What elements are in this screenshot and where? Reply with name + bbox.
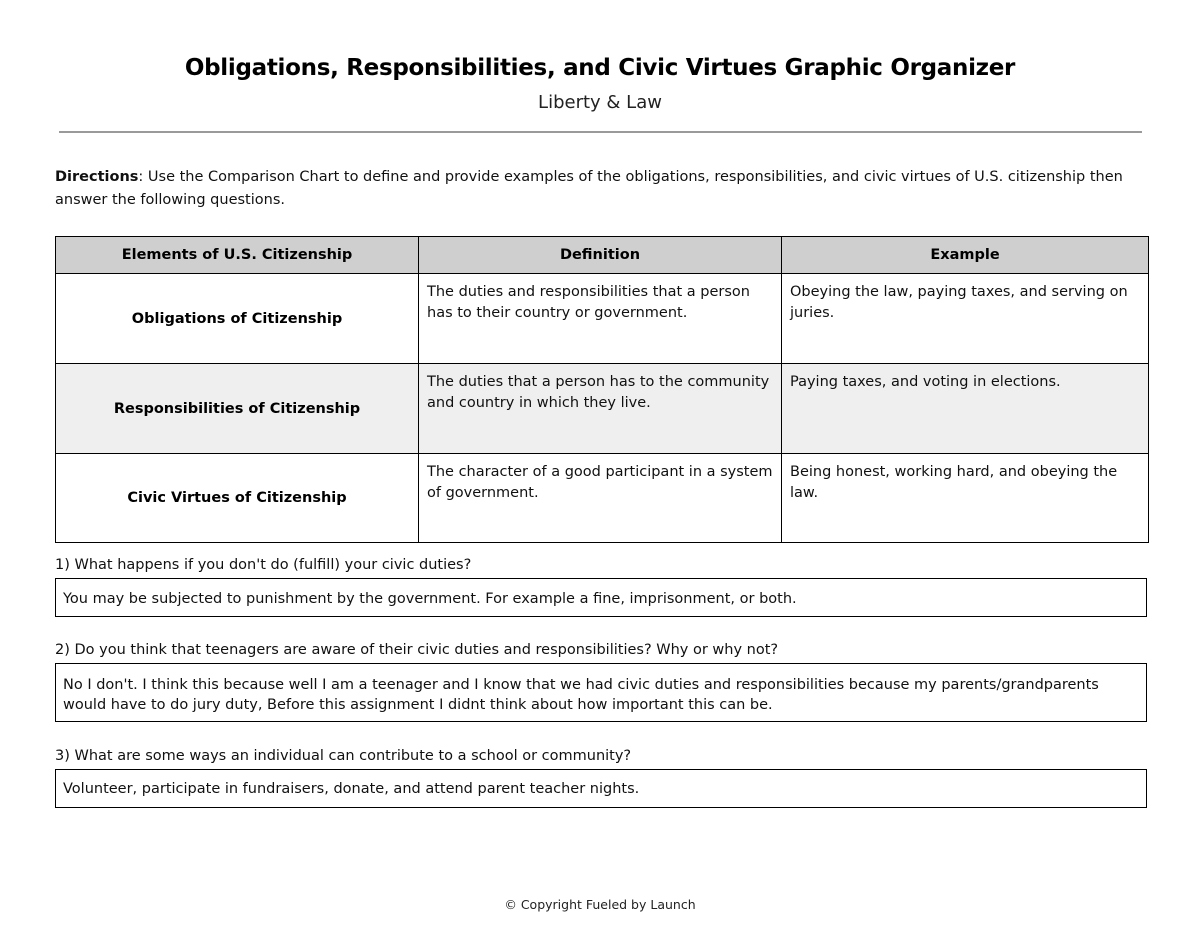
definition-cell[interactable]: The character of a good participant in a system of government. <box>419 454 782 543</box>
table-row <box>56 274 1149 364</box>
page-subtitle: Liberty & Law <box>538 92 662 113</box>
answer-box-3[interactable]: Volunteer, participate in fundraisers, donate, and attend parent teacher nights. <box>55 769 1147 808</box>
example-cell[interactable]: Paying taxes, and voting in elections. <box>782 364 1149 454</box>
table-row <box>56 364 1149 454</box>
answer-box-2[interactable]: No I don't. I think this because well I am a teenager and I know that we had civic duties and responsibilities because my parents/grandparents would have to do jury duty, Before this assignment I didnt think about how important this can be. <box>55 663 1147 722</box>
element-cell: Civic Virtues of Citizenship <box>56 454 419 543</box>
definition-cell[interactable]: The duties that a person has to the community and country in which they live. <box>419 364 782 454</box>
copyright-footer: © Copyright Fueled by Launch <box>504 897 696 912</box>
column-header-elements: Elements of U.S. Citizenship <box>56 237 419 274</box>
page-title: Obligations, Responsibilities, and Civic Virtues Graphic Organizer <box>184 55 1016 81</box>
answer-box-1[interactable]: You may be subjected to punishment by the government. For example a fine, imprisonment, or both. <box>55 578 1147 617</box>
definition-cell[interactable]: The duties and responsibilities that a person has to their country or government. <box>419 274 782 364</box>
column-header-definition: Definition <box>419 237 782 274</box>
directions-paragraph <box>55 166 1145 212</box>
directions-text: : Use the Comparison Chart to define and provide examples of the obligations, responsibilities, and civic virtues of U.S. citizenship then answer the following questions. <box>55 169 1123 208</box>
example-cell[interactable]: Being honest, working hard, and obeying the law. <box>782 454 1149 543</box>
directions-label: Directions <box>55 169 139 185</box>
element-cell: Responsibilities of Citizenship <box>56 364 419 454</box>
question-2: 2) Do you think that teenagers are aware of their civic duties and responsibilities? Why or why not? <box>55 642 779 658</box>
comparison-chart <box>55 236 1149 543</box>
example-cell[interactable]: Obeying the law, paying taxes, and serving on juries. <box>782 274 1149 364</box>
question-3: 3) What are some ways an individual can contribute to a school or community? <box>55 748 632 764</box>
column-header-example: Example <box>782 237 1149 274</box>
table-row <box>56 454 1149 543</box>
element-cell: Obligations of Citizenship <box>56 274 419 364</box>
header-divider <box>59 131 1142 133</box>
question-1: 1) What happens if you don't do (fulfill) your civic duties? <box>55 557 472 573</box>
chart-header-row <box>56 237 1149 274</box>
